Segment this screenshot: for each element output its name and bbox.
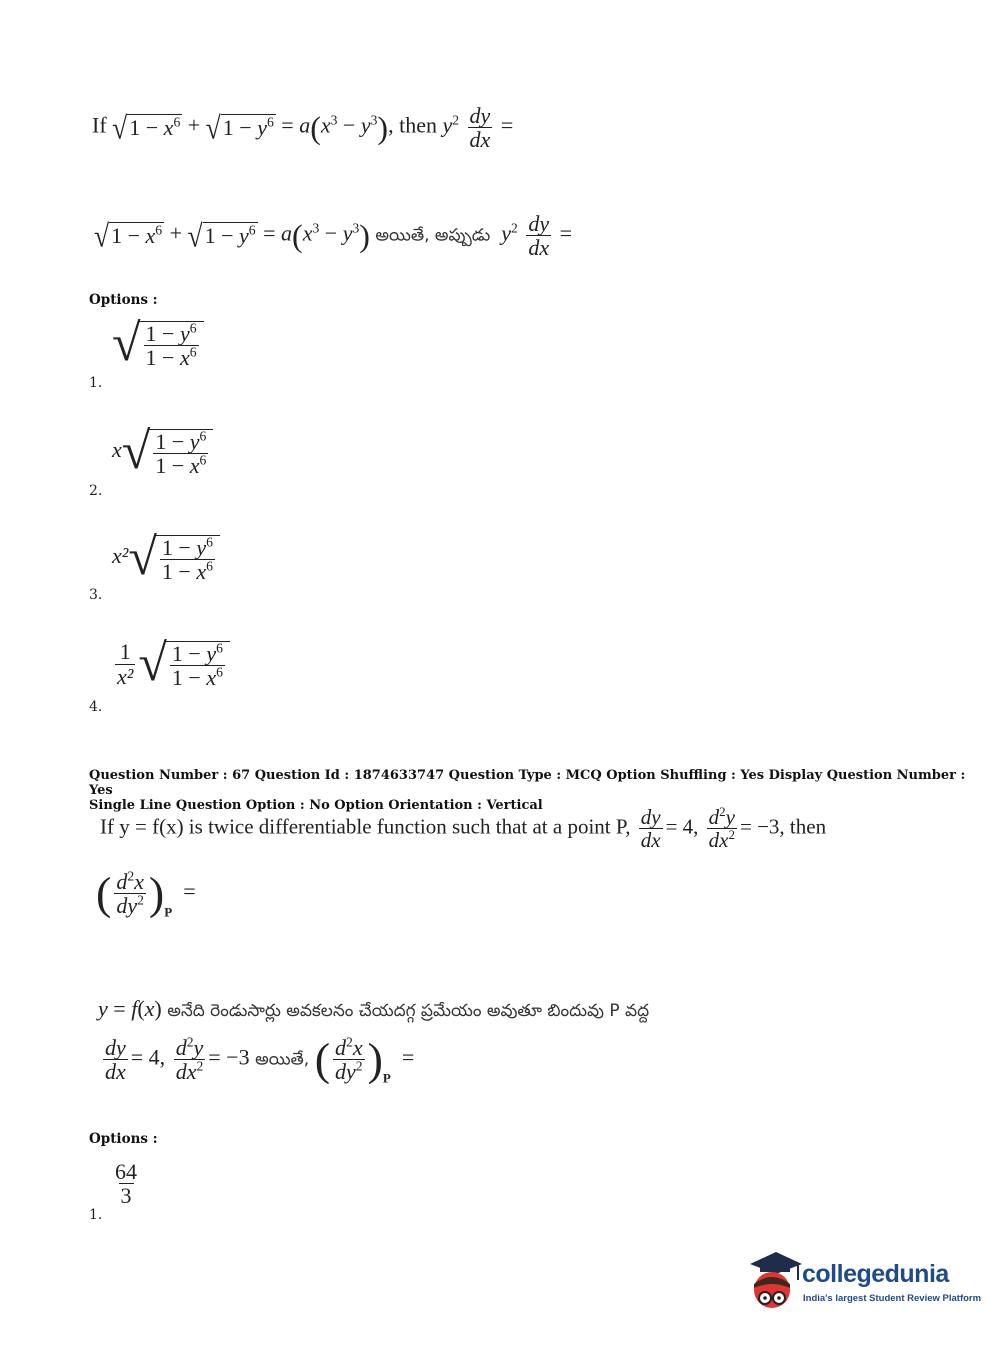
- q67-option-1-numerator: 64: [115, 1159, 137, 1184]
- q66-english-statement: If √ $1 - x^6$ + √ $1 - y^6$ = $a(x^3 - y^3)$, then $y^2$ $\frac{dy}{dx}$ =: [92, 103, 514, 153]
- q67-meta-line-2: Single Line Question Option : No Option Orientation : Vertical: [89, 798, 543, 813]
- q66-option-4-numerator: 1: [119, 639, 131, 665]
- q66-option-4-denominator: x²: [117, 663, 134, 689]
- q66-then-word: , then: [388, 112, 437, 138]
- q67-options-label: Options :: [89, 1131, 158, 1147]
- q66-option-4[interactable]: $\frac{1}{\text{x²}}$ √ $\frac{1 - y^6}{1 - x^6}$: [112, 638, 230, 690]
- collegedunia-logo[interactable]: [742, 1250, 982, 1320]
- q66-if-word: If: [92, 112, 107, 138]
- q67-telugu-line-1: y = f(x) అనేది రెండుసార్లు అవకలనం చేయదగ్గ ప్రమేయం అవుతూ బిందువు P వద్ద: [98, 996, 650, 1021]
- q66-option-3-multiplier: x²: [112, 543, 129, 569]
- q67-point-subscript-te: P: [382, 1070, 391, 1086]
- brand-name: collegedunia: [802, 1260, 949, 1288]
- q67-meta-line-1: Question Number : 67 Question Id : 1874633747 Question Type : MCQ Option Shuffling : Yes Display Question Number : Yes: [89, 768, 966, 798]
- q67-english-text: If y = f(x) is twice differentiable function such that at a point P,: [100, 814, 631, 839]
- q66-option-1[interactable]: √ $\frac{1 - y^6}{1 - x^6}$: [112, 318, 204, 370]
- q66-options-label: Options :: [89, 292, 158, 308]
- q66-option-1-number: 1.: [89, 375, 103, 391]
- mascot-icon: [742, 1250, 802, 1314]
- q67-english-statement: If y = f(x) is twice differentiable function such that at a point P, $\frac{dy}{dx}$ = 4, $\frac{d^2y}{dx^2}$ = −3, then: [100, 804, 827, 853]
- q67-cond-1: = 4,: [665, 814, 699, 839]
- q66-option-2[interactable]: x √ $\frac{1 - y^6}{1 - x^6}$: [112, 426, 213, 478]
- q67-telugu-condition: అయితే,: [255, 1049, 310, 1070]
- brand-tagline: India's largest Student Review Platform: [803, 1293, 982, 1304]
- q66-telugu-condition: అయితే, అప్పుడు: [375, 225, 491, 246]
- q67-english-expression: ( $\frac{d^2x}{dy^2}$ )$_P$ =: [96, 867, 196, 920]
- q66-option-4-number: 4.: [89, 699, 103, 715]
- q66-option-3[interactable]: x² √ $\frac{1 - y^6}{1 - x^6}$: [112, 532, 220, 584]
- q67-option-1[interactable]: [110, 1160, 142, 1207]
- q66-telugu-statement: √ $1 - x^6$ + √ $1 - y^6$ = $a(x^3 - y^3)$ అయితే, అప్పుడు $y^2$ $\frac{dy}{dx}$ =: [94, 211, 573, 261]
- q67-option-1-denominator: 3: [120, 1183, 132, 1209]
- q67-point-subscript-en: P: [164, 904, 173, 920]
- q67-option-1-number: 1.: [89, 1207, 103, 1223]
- q66-option-3-number: 3.: [89, 587, 103, 603]
- q67-telugu-text: అనేది రెండుసార్లు అవకలనం చేయదగ్గ ప్రమేయం అవుతూ బిందువు P వద్ద: [167, 1001, 650, 1021]
- q67-telugu-line-2: $\frac{dy}{dx}$ = 4, $\frac{d^2y}{dx^2}$ = −3 అయితే, ( $\frac{d^2x}{dy^2}$ )$_P$ =: [105, 1033, 415, 1086]
- q66-option-2-multiplier: x: [112, 437, 122, 463]
- q66-option-2-number: 2.: [89, 483, 103, 499]
- q67-cond-2: = −3, then: [740, 814, 827, 839]
